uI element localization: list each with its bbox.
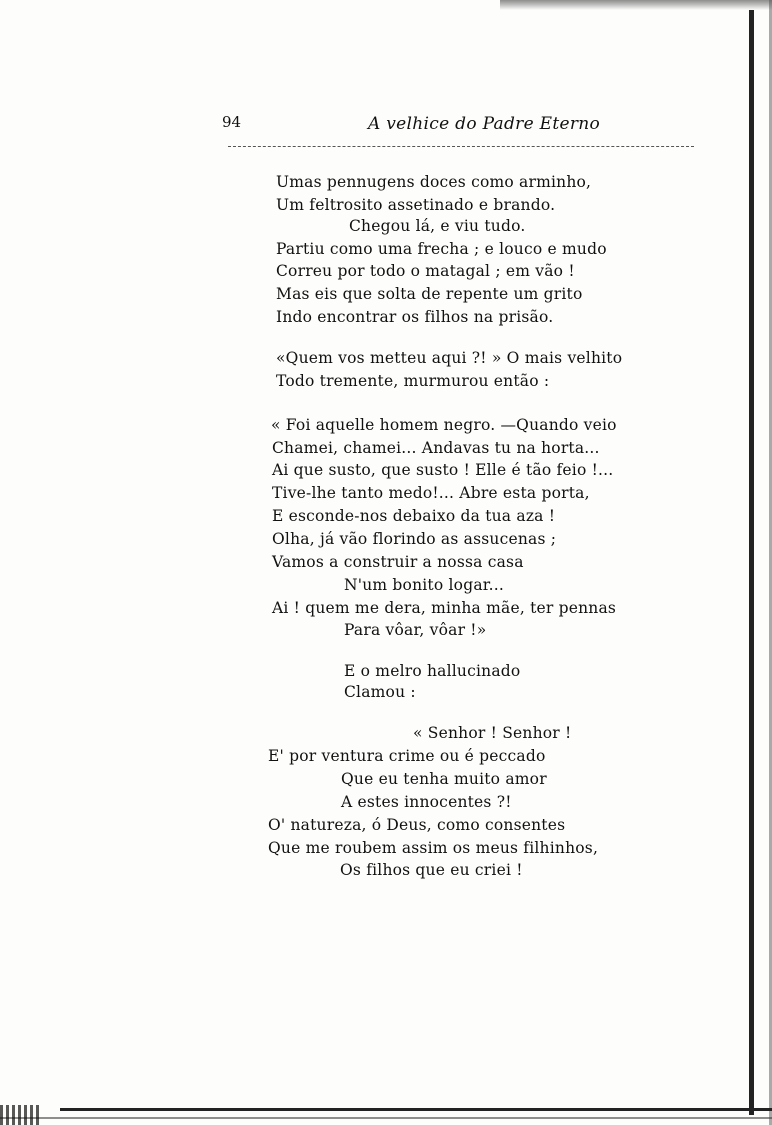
poem-line: Umas pennugens doces como arminho, — [276, 173, 592, 191]
scan-edge-right — [749, 10, 754, 1115]
poem-line: Chegou lá, e viu tudo. — [349, 217, 526, 235]
poem-line: A estes innocentes ?! — [341, 793, 512, 811]
scan-edge-bottom — [60, 1108, 772, 1111]
poem-line: Chamei, chamei... Andavas tu na horta... — [272, 439, 600, 457]
poem-line: Ai que susto, que susto ! Elle é tão feio !... — [272, 461, 614, 479]
poem-line: «Quem vos metteu aqui ?! » O mais velhito — [276, 349, 623, 367]
poem-line: « Foi aquelle homem negro. —Quando veio — [271, 416, 617, 434]
scan-edge-bottom-outer — [0, 1117, 772, 1119]
poem-line: N'um bonito logar... — [344, 576, 505, 594]
page-number: 94 — [222, 113, 242, 131]
header-rule — [228, 146, 694, 147]
poem-line: Que eu tenha muito amor — [341, 770, 547, 788]
poem-line: E o melro hallucinado — [344, 662, 521, 680]
poem-line: Indo encontrar os filhos na prisão. — [276, 308, 554, 326]
poem-line: Mas eis que solta de repente um grito — [276, 285, 583, 303]
scan-edge-top — [500, 0, 772, 10]
page-header — [222, 113, 692, 139]
poem-line: Correu por todo o matagal ; em vão ! — [276, 262, 575, 280]
poem-line: Que me roubem assim os meus filhinhos, — [268, 839, 599, 857]
poem-line: Clamou : — [344, 683, 416, 701]
scan-corner-mark — [0, 1105, 40, 1125]
poem-line: E esconde-nos debaixo da tua aza ! — [272, 507, 556, 525]
poem-line: Para vôar, vôar !» — [344, 621, 487, 639]
poem-line: « Senhor ! Senhor ! — [413, 724, 572, 742]
poem-line: Todo tremente, murmurou então : — [276, 372, 550, 390]
poem-line: Tive-lhe tanto medo!... Abre esta porta, — [272, 484, 590, 502]
poem-line: O' natureza, ó Deus, como consentes — [268, 816, 566, 834]
poem-line: Ai ! quem me dera, minha mãe, ter pennas — [272, 599, 617, 617]
poem-line: Partiu como uma frecha ; e louco e mudo — [276, 240, 607, 258]
poem-line: E' por ventura crime ou é peccado — [268, 747, 546, 765]
running-title: A velhice do Padre Eterno — [368, 114, 601, 134]
poem-line: Olha, já vão florindo as assucenas ; — [272, 530, 557, 548]
poem-line: Vamos a construir a nossa casa — [272, 553, 524, 571]
poem-line: Os filhos que eu criei ! — [340, 861, 523, 879]
poem-line: Um feltrosito assetinado e brando. — [276, 196, 556, 214]
